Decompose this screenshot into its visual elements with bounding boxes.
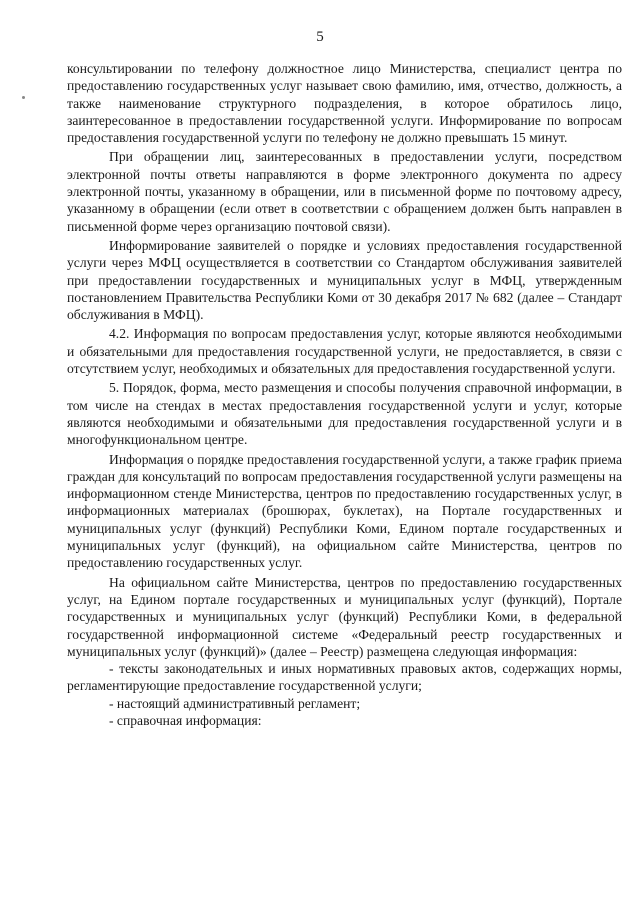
scan-artifact-dot bbox=[22, 96, 25, 99]
page-number: 5 bbox=[316, 29, 324, 45]
paragraph-5-heading: 5. Порядок, форма, место размещения и способы получения справочной информации, в том числе на стендах в местах предоставления государственной услуги и услуг, которые являются необходимыми и обязательными для предоставления государственной услуги и в многофункциональном центре. bbox=[67, 380, 622, 448]
paragraph-official-site: На официальном сайте Министерства, центров по предоставлению государственных услуг, на Едином портале государственных и муниципальных услуг (функций), Портале государственных и муниципальных услуг (функций) Республики Коми, в федеральной государственной информационной системе «Федеральный реестр государственных и муниципальных услуг (функций)» (далее – Реестр) размещена следующая информация: bbox=[67, 574, 622, 659]
paragraph-phone-consultation: консультировании по телефону должностное лицо Министерства, специалист центра по предоставлению государственных услуг называет свою фамилию, имя, отчество, должность, а также наименование структурного подразделения, в которое обратилось лицо, заинтересованное в предоставлении государственной услуги. Информирование по вопросам предоставления государственной услуги по телефону не должно превышать 15 минут. bbox=[67, 61, 622, 146]
document-body bbox=[67, 60, 622, 729]
list-item-legal-acts: - тексты законодательных и иных нормативных правовых актов, содержащих нормы, регламентирующие предоставление государственной услуги; bbox=[67, 661, 622, 694]
paragraph-4-2: 4.2. Информация по вопросам предоставления услуг, которые являются необходимыми и обязательными для предоставления государственной услуги, не предоставляется, в связи с отсутствием услуг, необходимых и обязательных для предоставления государственной услуги. bbox=[67, 326, 622, 377]
paragraph-mfc-information: Информирование заявителей о порядке и условиях предоставления государственной услуги через МФЦ осуществляется в соответствии со Стандартом обслуживания заявителей при предоставлении государственных и муниципальных услуг в МФЦ, утвержденным постановлением Правительства Республики Коми от 30 декабря 2017 № 682 (далее – Стандарт обслуживания в МФЦ). bbox=[67, 237, 622, 323]
paragraph-email-requests: При обращении лиц, заинтересованных в предоставлении услуги, посредством электронной почты ответы направляются в форме электронного документа по адресу электронной почты, указанному в обращении, или в письменной форме по почтовому адресу, указанному в обращении (если ответ в соответствии с обращением должен быть направлен в письменной форме через организацию почтовой связи). bbox=[67, 149, 622, 234]
list-item-regulation: - настоящий административный регламент; bbox=[109, 695, 361, 711]
paragraph-stand-information: Информация о порядке предоставления государственной услуги, а также график приема граждан для консультаций по вопросам предоставления государственной услуги размещены на информационном стенде Министерства, центров по предоставлению государственных услуг, в информационных материалах (брошюрах, буклетах), на Портале государственных и муниципальных услуг (функций) Республики Коми, Едином портале государственных и муниципальных услуг (функций), на официальном сайте Министерства, центров по предоставлению государственных услуг. bbox=[67, 451, 622, 571]
list-item-reference-info: - справочная информация: bbox=[109, 712, 262, 728]
